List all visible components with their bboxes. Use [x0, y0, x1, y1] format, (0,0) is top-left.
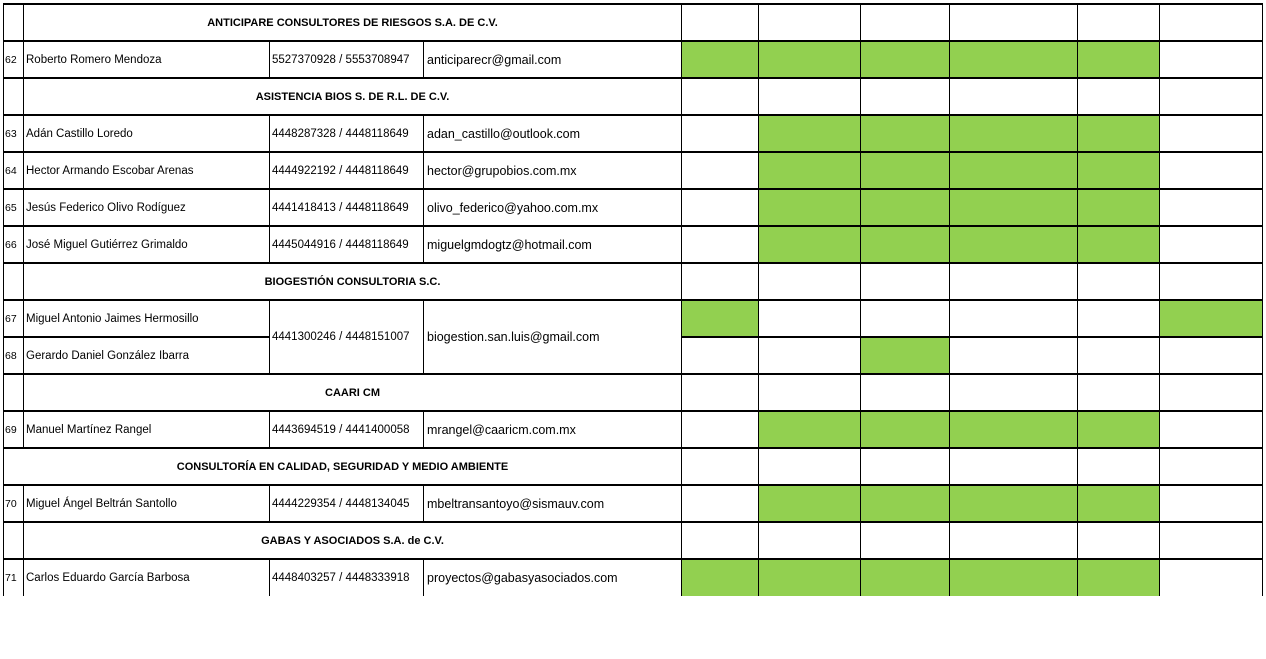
- status-cell-filled[interactable]: [1078, 189, 1160, 226]
- contact-name-cell[interactable]: Hector Armando Escobar Arenas: [24, 152, 270, 189]
- status-cell[interactable]: [682, 4, 759, 41]
- email-cell[interactable]: adan_castillo@outlook.com: [424, 115, 682, 152]
- company-header-row: [4, 263, 1263, 300]
- sheet-body: [4, 4, 1263, 596]
- row-number-cell[interactable]: 71: [4, 559, 24, 596]
- contact-name-cell[interactable]: Miguel Antonio Jaimes Hermosillo: [24, 300, 270, 337]
- status-cell[interactable]: [1078, 300, 1160, 337]
- status-cell-filled[interactable]: [1078, 411, 1160, 448]
- row-number-cell[interactable]: [4, 78, 24, 115]
- company-header-row: [4, 522, 1263, 559]
- status-cell-filled[interactable]: [861, 189, 950, 226]
- status-cell[interactable]: [682, 78, 759, 115]
- row-number-cell[interactable]: [4, 4, 24, 41]
- status-cell[interactable]: [861, 4, 950, 41]
- status-cell[interactable]: [1160, 115, 1263, 152]
- status-cell[interactable]: [861, 263, 950, 300]
- status-cell[interactable]: [1160, 448, 1263, 485]
- status-cell[interactable]: [950, 337, 1078, 374]
- status-cell[interactable]: [1160, 41, 1263, 78]
- status-cell-filled[interactable]: [861, 559, 950, 596]
- status-cell[interactable]: [950, 78, 1078, 115]
- status-cell[interactable]: [759, 337, 861, 374]
- row-number-cell[interactable]: [4, 263, 24, 300]
- contact-name-cell[interactable]: Roberto Romero Mendoza: [24, 41, 270, 78]
- status-cell[interactable]: [1078, 448, 1160, 485]
- status-cell[interactable]: [861, 374, 950, 411]
- email-cell[interactable]: mrangel@caaricm.com.mx: [424, 411, 682, 448]
- status-cell[interactable]: [759, 78, 861, 115]
- email-cell[interactable]: anticiparecr@gmail.com: [424, 41, 682, 78]
- status-cell[interactable]: [1078, 374, 1160, 411]
- contact-row: [4, 226, 1263, 263]
- company-header-row: [4, 448, 1263, 485]
- phone-cell[interactable]: 4448403257 / 4448333918: [270, 559, 424, 596]
- status-cell[interactable]: [682, 263, 759, 300]
- status-cell-filled[interactable]: [861, 411, 950, 448]
- status-cell-filled[interactable]: [1078, 152, 1160, 189]
- status-cell-filled[interactable]: [861, 41, 950, 78]
- status-cell-filled[interactable]: [1078, 559, 1160, 596]
- contact-row: [4, 300, 1263, 337]
- status-cell[interactable]: [759, 522, 861, 559]
- status-cell[interactable]: [682, 374, 759, 411]
- status-cell-filled[interactable]: [682, 41, 759, 78]
- status-cell[interactable]: [1160, 263, 1263, 300]
- status-cell-filled[interactable]: [950, 41, 1078, 78]
- status-cell[interactable]: [1160, 559, 1263, 596]
- email-cell[interactable]: biogestion.san.luis@gmail.com: [424, 300, 682, 374]
- status-cell-filled[interactable]: [759, 115, 861, 152]
- contact-row: [4, 559, 1263, 596]
- status-cell[interactable]: [950, 300, 1078, 337]
- contact-row: [4, 485, 1263, 522]
- status-cell-filled[interactable]: [1078, 115, 1160, 152]
- status-cell[interactable]: [1160, 152, 1263, 189]
- contact-row: [4, 189, 1263, 226]
- status-cell-filled[interactable]: [759, 189, 861, 226]
- status-cell[interactable]: [759, 300, 861, 337]
- status-cell[interactable]: [1160, 4, 1263, 41]
- status-cell[interactable]: [682, 485, 759, 522]
- status-cell[interactable]: [1160, 337, 1263, 374]
- status-cell[interactable]: [1078, 337, 1160, 374]
- status-cell[interactable]: [1078, 4, 1160, 41]
- status-cell-filled[interactable]: [1078, 226, 1160, 263]
- phone-cell[interactable]: 4441300246 / 4448151007: [270, 300, 424, 374]
- status-cell[interactable]: [682, 411, 759, 448]
- contact-name-cell[interactable]: José Miguel Gutiérrez Grimaldo: [24, 226, 270, 263]
- status-cell-filled[interactable]: [682, 300, 759, 337]
- status-cell[interactable]: [759, 448, 861, 485]
- status-cell-filled[interactable]: [950, 226, 1078, 263]
- status-cell[interactable]: [950, 522, 1078, 559]
- row-number-cell[interactable]: 63: [4, 115, 24, 152]
- status-cell-filled[interactable]: [861, 337, 950, 374]
- status-cell-filled[interactable]: [950, 115, 1078, 152]
- company-name-cell[interactable]: ASISTENCIA BIOS S. DE R.L. DE C.V.: [24, 78, 682, 115]
- status-cell[interactable]: [1160, 78, 1263, 115]
- row-number-cell[interactable]: 68: [4, 337, 24, 374]
- status-cell-filled[interactable]: [759, 226, 861, 263]
- status-cell-filled[interactable]: [759, 152, 861, 189]
- email-cell[interactable]: proyectos@gabasyasociados.com: [424, 559, 682, 596]
- contact-name-cell[interactable]: Miguel Ángel Beltrán Santollo: [24, 485, 270, 522]
- email-cell[interactable]: miguelgmdogtz@hotmail.com: [424, 226, 682, 263]
- row-number-cell[interactable]: [4, 522, 24, 559]
- status-cell-filled[interactable]: [861, 226, 950, 263]
- status-cell[interactable]: [861, 300, 950, 337]
- status-cell-filled[interactable]: [950, 559, 1078, 596]
- status-cell[interactable]: [1160, 189, 1263, 226]
- status-cell-filled[interactable]: [682, 559, 759, 596]
- status-cell[interactable]: [1160, 485, 1263, 522]
- status-cell[interactable]: [1160, 522, 1263, 559]
- status-cell[interactable]: [1078, 522, 1160, 559]
- email-cell[interactable]: mbeltransantoyo@sismauv.com: [424, 485, 682, 522]
- row-number-cell[interactable]: [4, 374, 24, 411]
- company-header-row: [4, 4, 1263, 41]
- row-number-cell[interactable]: 70: [4, 485, 24, 522]
- status-cell[interactable]: [950, 4, 1078, 41]
- status-cell[interactable]: [682, 152, 759, 189]
- contact-name-cell[interactable]: Adán Castillo Loredo: [24, 115, 270, 152]
- status-cell[interactable]: [682, 189, 759, 226]
- status-cell[interactable]: [682, 522, 759, 559]
- status-cell[interactable]: [950, 263, 1078, 300]
- status-cell[interactable]: [759, 4, 861, 41]
- status-cell-filled[interactable]: [759, 411, 861, 448]
- status-cell[interactable]: [861, 78, 950, 115]
- phone-cell[interactable]: 5527370928 / 5553708947: [270, 41, 424, 78]
- email-cell[interactable]: olivo_federico@yahoo.com.mx: [424, 189, 682, 226]
- status-cell[interactable]: [1078, 78, 1160, 115]
- status-cell-filled[interactable]: [861, 485, 950, 522]
- phone-cell[interactable]: 4445044916 / 4448118649: [270, 226, 424, 263]
- phone-cell[interactable]: 4444922192 / 4448118649: [270, 152, 424, 189]
- status-cell-filled[interactable]: [950, 189, 1078, 226]
- phone-cell[interactable]: 4441418413 / 4448118649: [270, 189, 424, 226]
- company-name-cell[interactable]: ANTICIPARE CONSULTORES DE RIESGOS S.A. DE C.V.: [24, 4, 682, 41]
- row-number-cell[interactable]: 67: [4, 300, 24, 337]
- contacts-sheet: [3, 3, 1263, 596]
- row-number-cell[interactable]: 66: [4, 226, 24, 263]
- status-cell[interactable]: [861, 448, 950, 485]
- contact-row: [4, 115, 1263, 152]
- company-name-cell[interactable]: GABAS Y ASOCIADOS S.A. de C.V.: [24, 522, 682, 559]
- status-cell-filled[interactable]: [950, 152, 1078, 189]
- contact-row: [4, 41, 1263, 78]
- contact-row: [4, 411, 1263, 448]
- status-cell-filled[interactable]: [861, 115, 950, 152]
- row-number-cell[interactable]: 69: [4, 411, 24, 448]
- company-header-row: [4, 78, 1263, 115]
- contact-row: [4, 152, 1263, 189]
- status-cell-filled[interactable]: [1078, 41, 1160, 78]
- status-cell-filled[interactable]: [759, 41, 861, 78]
- phone-cell[interactable]: 4444229354 / 4448134045: [270, 485, 424, 522]
- status-cell[interactable]: [682, 226, 759, 263]
- status-cell[interactable]: [759, 374, 861, 411]
- row-number-cell[interactable]: 62: [4, 41, 24, 78]
- status-cell-filled[interactable]: [950, 485, 1078, 522]
- status-cell[interactable]: [1160, 226, 1263, 263]
- company-header-row: [4, 374, 1263, 411]
- status-cell-filled[interactable]: [759, 559, 861, 596]
- status-cell-filled[interactable]: [1160, 300, 1263, 337]
- status-cell[interactable]: [1160, 374, 1263, 411]
- row-number-cell[interactable]: 65: [4, 189, 24, 226]
- status-cell[interactable]: [682, 448, 759, 485]
- status-cell[interactable]: [682, 337, 759, 374]
- contact-name-cell[interactable]: Carlos Eduardo García Barbosa: [24, 559, 270, 596]
- company-name-cell[interactable]: BIOGESTIÓN CONSULTORIA S.C.: [24, 263, 682, 300]
- company-name-cell[interactable]: CAARI CM: [24, 374, 682, 411]
- status-cell-filled[interactable]: [861, 152, 950, 189]
- status-cell-filled[interactable]: [1078, 485, 1160, 522]
- status-cell[interactable]: [682, 115, 759, 152]
- email-cell[interactable]: hector@grupobios.com.mx: [424, 152, 682, 189]
- contact-name-cell[interactable]: Manuel Martínez Rangel: [24, 411, 270, 448]
- status-cell[interactable]: [950, 374, 1078, 411]
- status-cell[interactable]: [1160, 411, 1263, 448]
- status-cell[interactable]: [759, 263, 861, 300]
- phone-cell[interactable]: 4448287328 / 4448118649: [270, 115, 424, 152]
- status-cell-filled[interactable]: [759, 485, 861, 522]
- status-cell-filled[interactable]: [950, 411, 1078, 448]
- status-cell[interactable]: [1078, 263, 1160, 300]
- contact-name-cell[interactable]: Gerardo Daniel González Ibarra: [24, 337, 270, 374]
- company-name-cell[interactable]: CONSULTORÍA EN CALIDAD, SEGURIDAD Y MEDIO AMBIENTE: [4, 448, 682, 485]
- status-cell[interactable]: [950, 448, 1078, 485]
- phone-cell[interactable]: 4443694519 / 4441400058: [270, 411, 424, 448]
- row-number-cell[interactable]: 64: [4, 152, 24, 189]
- status-cell[interactable]: [861, 522, 950, 559]
- contact-name-cell[interactable]: Jesús Federico Olivo Rodíguez: [24, 189, 270, 226]
